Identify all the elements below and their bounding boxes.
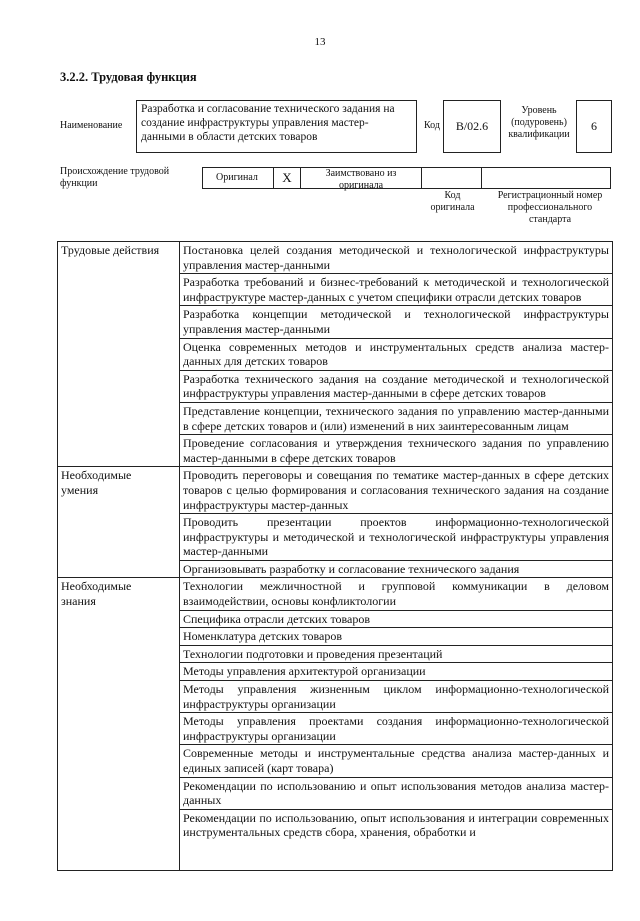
level-value-box: 6: [576, 100, 612, 153]
table-cell: Проводить переговоры и совещания по тематике мастер-данных в сфере детских товаров с целью формирования и согласования технического задания на создание инфраструктуры мастер-данных: [180, 467, 613, 514]
table-cell: Постановка целей создания методической и технологической инфраструктуры управления мастер-данными: [180, 242, 613, 274]
table-cell: Разработка технического задания на создание методической и технологической инфраструктуры управления мастер-данными в сфере детских товаров: [180, 370, 613, 402]
code-label: Код: [424, 120, 440, 131]
original-cell: Оригинал: [202, 167, 274, 189]
origin-label: Происхождение трудовой функции: [60, 166, 170, 189]
category-labor-actions: Трудовые действия: [58, 242, 180, 467]
table-cell: Рекомендации по использованию, опыт использования и интеграции современных инструментальных средств сбора, хранения, обработки и: [180, 809, 613, 870]
code-original-caption: Код оригинала: [430, 190, 475, 213]
page-number: 13: [314, 36, 326, 48]
borrowed-cell: Заимствовано из оригинала: [300, 167, 422, 189]
code-value-box: B/02.6: [443, 100, 501, 153]
table-cell: Разработка требований и бизнес-требований к методической и технологической инфраструктуре мастер-данных с учетом специфики отрасли детских товаров: [180, 274, 613, 306]
table-cell: Организовывать разработку и согласование технического задания: [180, 560, 613, 578]
function-name-box: Разработка и согласование технического задания на создание инфраструктуры управления мастер-данными в области детских товаров: [136, 100, 417, 153]
table-cell: Специфика отрасли детских товаров: [180, 610, 613, 628]
table-cell: Методы управления жизненным циклом информационно-технологической инфраструктуры организации: [180, 681, 613, 713]
category-knowledge: Необходимые знания: [58, 578, 180, 870]
table-cell: Технологии межличностной и групповой коммуникации в деловом взаимодействии, основы конфликтологии: [180, 578, 613, 610]
name-label: Наименование: [60, 120, 123, 131]
table-row: [58, 578, 613, 610]
reg-number-cell: [481, 167, 611, 189]
level-label: Уровень (подуровень) квалификации: [508, 105, 570, 140]
table-cell: Современные методы и инструментальные средства анализа мастер-данных и единых записей (карт товара): [180, 745, 613, 777]
table-cell: Представление концепции, технического задания по управлению мастер-данными в сфере детских товаров и (или) изменений в них заинтересованным лицам: [180, 402, 613, 434]
section-title: 3.2.2. Трудовая функция: [60, 70, 197, 84]
table-cell: Проводить презентации проектов информационно-технологической инфраструктуры и методической и технологической инфраструктуры управления мастер-данными: [180, 514, 613, 561]
original-mark-cell: X: [273, 167, 301, 189]
table-cell: Методы управления проектами создания информационно-технологической инфраструктуры организации: [180, 713, 613, 745]
table-cell: Технологии подготовки и проведения презентаций: [180, 645, 613, 663]
table-cell: Номенклатура детских товаров: [180, 628, 613, 646]
category-skills: Необходимые умения: [58, 467, 180, 578]
table-cell: Проведение согласования и утверждения технического задания по управлению мастер-данными в сфере детских товаров: [180, 435, 613, 467]
table-cell: Методы управления архитектурой организации: [180, 663, 613, 681]
table-cell: Разработка концепции методической и технологической инфраструктуры управления мастер-данными: [180, 306, 613, 338]
origin-cells: [203, 167, 613, 189]
table-cell: Оценка современных методов и инструментальных средств анализа мастер-данных для детских товаров: [180, 338, 613, 370]
table-cell: Рекомендации по использованию и опыт использования методов анализа мастер-данных: [180, 777, 613, 809]
table-row: [58, 467, 613, 514]
function-table: [57, 241, 613, 871]
table-row: [58, 242, 613, 274]
code-original-cell: [421, 167, 482, 189]
reg-number-caption: Регистрационный номер профессионального стандарта: [497, 190, 603, 225]
